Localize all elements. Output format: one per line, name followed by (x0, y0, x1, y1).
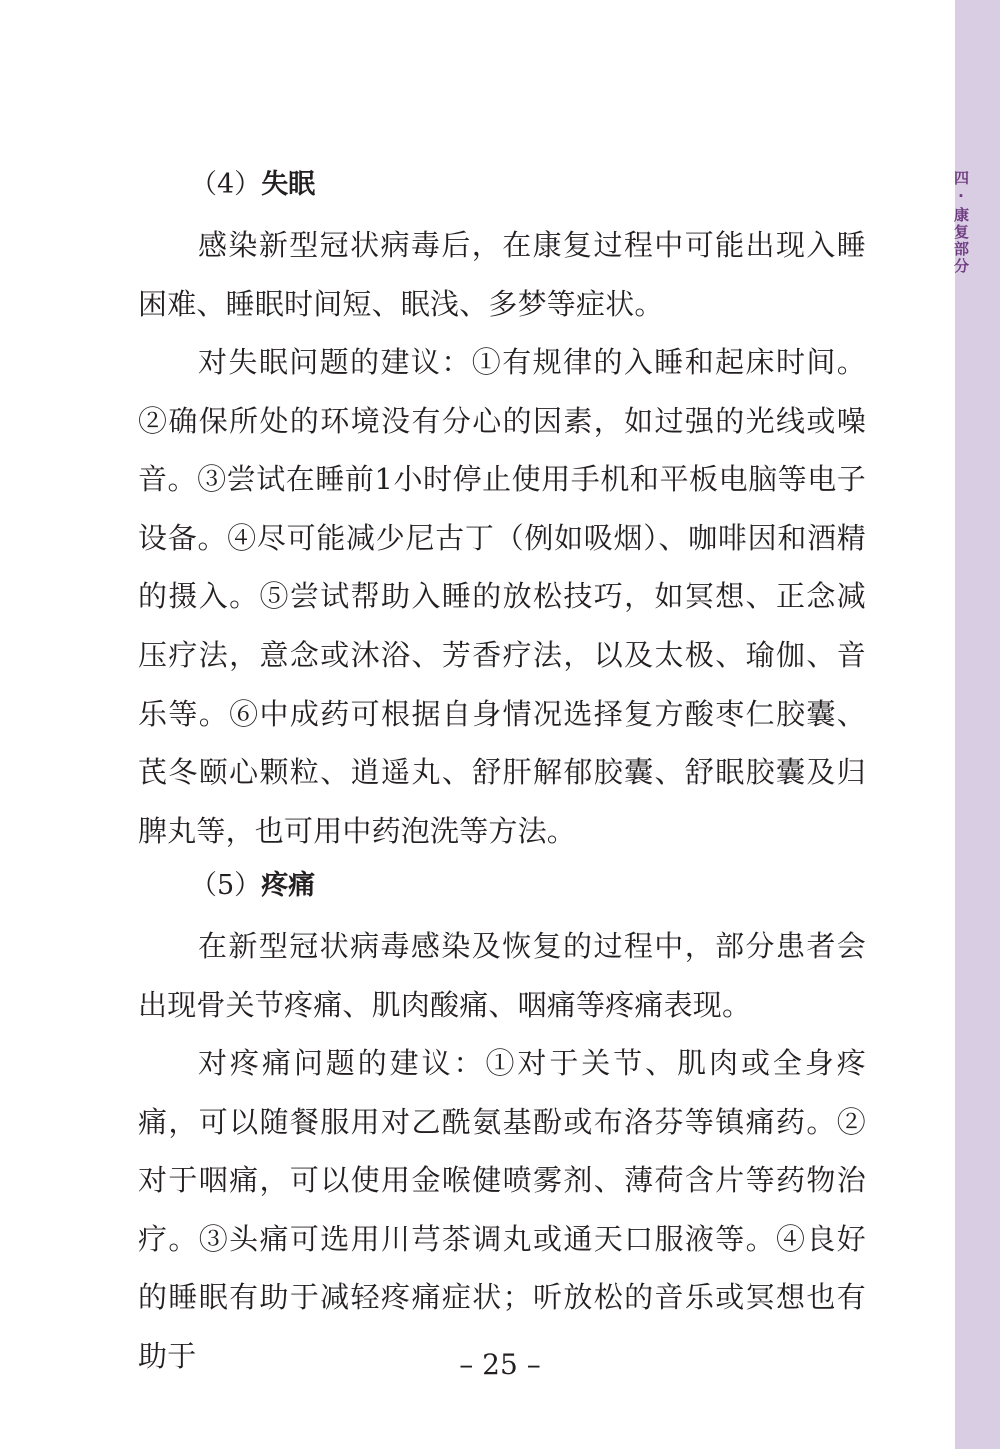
section-number: （5） (190, 870, 262, 901)
paragraph-insomnia-intro: 感染新型冠状病毒后，在康复过程中可能出现入睡困难、睡眠时间短、眠浅、多梦等症状。 (138, 228, 866, 321)
section-title: 失眠 (261, 169, 316, 200)
section-heading-pain (190, 866, 315, 906)
page-number: – 25 – (459, 1348, 541, 1381)
chapter-tab-label: 四·康复部分 (952, 170, 970, 275)
paragraph-pain-intro: 在新型冠状病毒感染及恢复的过程中，部分患者会出现骨关节疼痛、肌肉酸痛、咽痛等疼痛表现。 (138, 929, 866, 1022)
paragraph-pain-advice: 对疼痛问题的建议：①对于关节、肌肉或全身疼痛，可以随餐服用对乙酰氨基酚或布洛芬等镇痛药。②对于咽痛，可以使用金喉健喷雾剂、薄荷含片等药物治疗。③头痛可选用川芎茶调丸或通天口服液等。④良好的睡眠有助于减轻疼痛症状；听放松的音乐或冥想也有助于 (138, 1046, 866, 1373)
section-title: 疼痛 (261, 870, 316, 901)
section-heading-insomnia (190, 165, 315, 205)
section-number: （4） (190, 169, 262, 200)
paragraph-insomnia-advice: 对失眠问题的建议：①有规律的入睡和起床时间。②确保所处的环境没有分心的因素，如过强的光线或噪音。③尝试在睡前1小时停止使用手机和平板电脑等电子设备。④尽可能减少尼古丁（例如吸烟）、咖啡因和酒精的摄入。⑤尝试帮助入睡的放松技巧，如冥想、正念减压疗法，意念或沐浴、芳香疗法，以及太极、瑜伽、音乐等。⑥中成药可根据自身情况选择复方酸枣仁胶囊、芪冬颐心颗粒、逍遥丸、舒肝解郁胶囊、舒眠胶囊及归脾丸等，也可用中药泡洗等方法。 (138, 345, 866, 848)
